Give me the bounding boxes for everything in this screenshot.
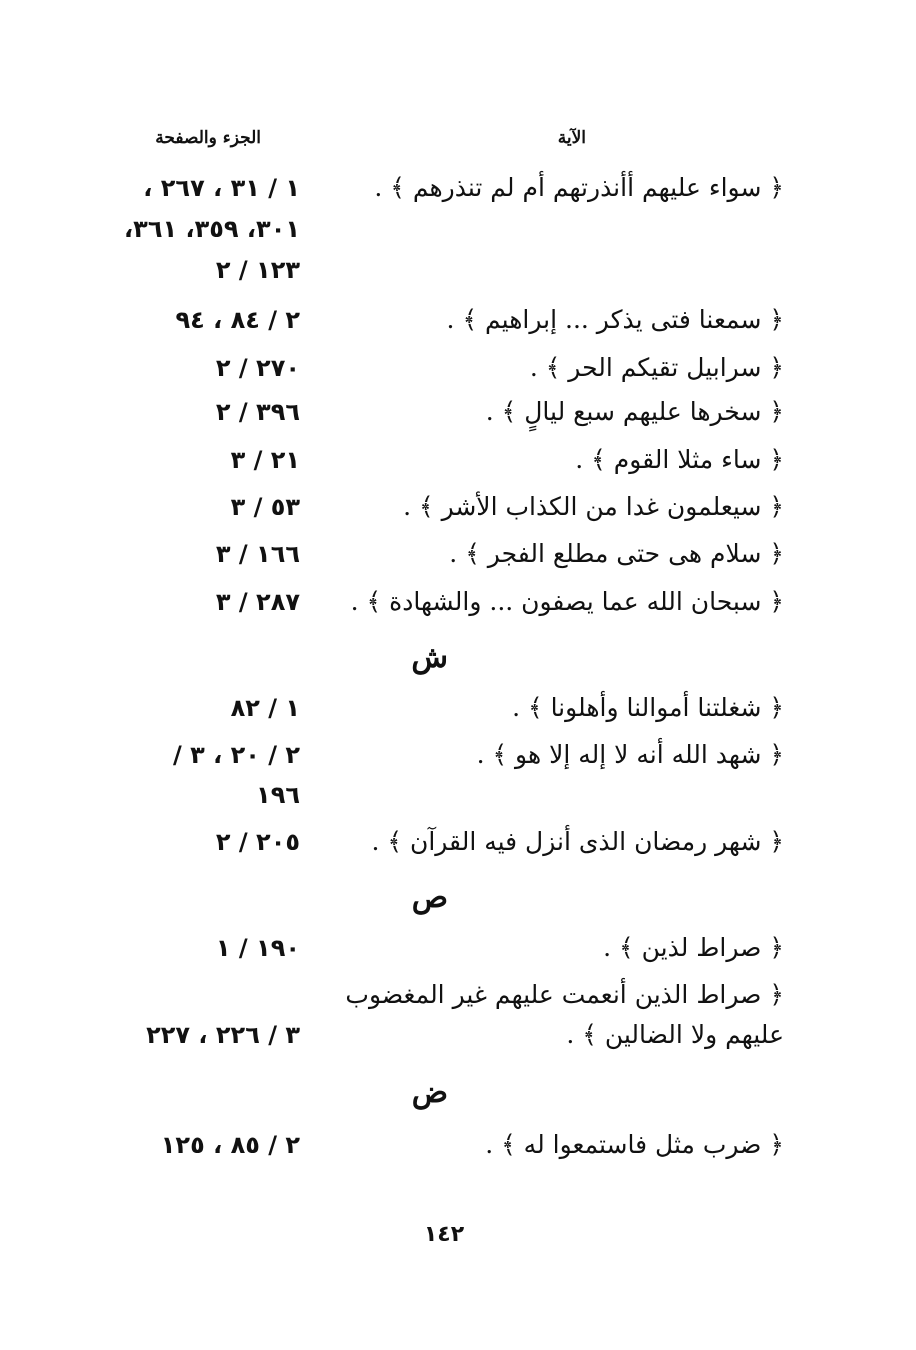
volume-page-ref: ٢٧٠ / ٢ — [215, 354, 300, 382]
volume-page-ref: ١٢٣ / ٢ — [215, 256, 300, 284]
verse-text: ﴿ سيعلمون غدا من الكذاب الأشر ﴾ . — [403, 492, 784, 521]
verse-text: ﴿ شغلتنا أموالنا وأهلونا ﴾ . — [512, 693, 784, 722]
volume-page-ref: ٢ / ٨٥ ، ١٢٥ — [160, 1131, 300, 1159]
volume-page-ref: ١٦٦ / ٣ — [215, 540, 300, 568]
volume-page-ref: ٢٨٧ / ٣ — [215, 588, 300, 616]
volume-page-ref: ١٩٦ — [256, 781, 300, 809]
verse-text: ﴿ سلام هى حتى مطلع الفجر ﴾ . — [449, 539, 784, 568]
volume-page-ref: ٢١ / ٣ — [230, 446, 300, 474]
verse-text: ﴿ سمعنا فتى يذكر ... إبراهيم ﴾ . — [446, 305, 784, 334]
volume-page-ref: ٢ / ٢٠ ، ٣ / — [172, 741, 300, 769]
verse-text: ﴿ شهر رمضان الذى أنزل فيه القرآن ﴾ . — [371, 827, 784, 856]
volume-page-ref: ١٩٠ / ١ — [215, 934, 300, 962]
volume-page-ref: ٣ / ٢٢٦ ، ٢٢٧ — [146, 1021, 300, 1049]
volume-page-ref: ٢ / ٨٤ ، ٩٤ — [175, 306, 300, 334]
volume-page-ref: ١ / ٣١ ، ٢٦٧ ، — [143, 174, 300, 202]
verse-text: ﴿ سرابيل تقيكم الحر ﴾ . — [529, 353, 784, 382]
volume-page-ref: ٣٠١، ٣٥٩، ٣٦١، — [124, 215, 300, 243]
volume-page-ref: ٢٠٥ / ٢ — [215, 828, 300, 856]
verse-text: عليهم ولا الضالين ﴾ . — [566, 1020, 784, 1049]
section-letter: ص — [411, 880, 448, 915]
volume-page-ref: ١ / ٨٢ — [230, 694, 300, 722]
verse-text: ﴿ ضرب مثل فاستمعوا له ﴾ . — [485, 1130, 784, 1159]
section-letter: ض — [411, 1075, 448, 1110]
section-letter: ش — [411, 640, 448, 675]
verse-text: ﴿ سواء عليهم أأنذرتهم أم لم تنذرهم ﴾ . — [374, 173, 784, 202]
verse-text: ﴿ سبحان الله عما يصفون ... والشهادة ﴾ . — [350, 587, 784, 616]
verse-text: ﴿ صراط لذين ﴾ . — [603, 933, 784, 962]
verse-text: ﴿ ساء مثلا القوم ﴾ . — [575, 445, 784, 474]
page-number: ١٤٢ — [423, 1222, 465, 1247]
volume-page-ref: ٣٩٦ / ٢ — [215, 398, 300, 426]
verse-text: ﴿ سخرها عليهم سبع ليالٍ ﴾ . — [485, 397, 784, 426]
verse-text: ﴿ صراط الذين أنعمت عليهم غير المغضوب — [345, 980, 784, 1009]
verse-text: ﴿ شهد الله أنه لا إله إلا هو ﴾ . — [476, 740, 784, 769]
column-header-ayah: الآية — [557, 128, 586, 148]
column-header-volume-page: الجزء والصفحة — [155, 128, 261, 148]
volume-page-ref: ٥٣ / ٣ — [230, 493, 300, 521]
